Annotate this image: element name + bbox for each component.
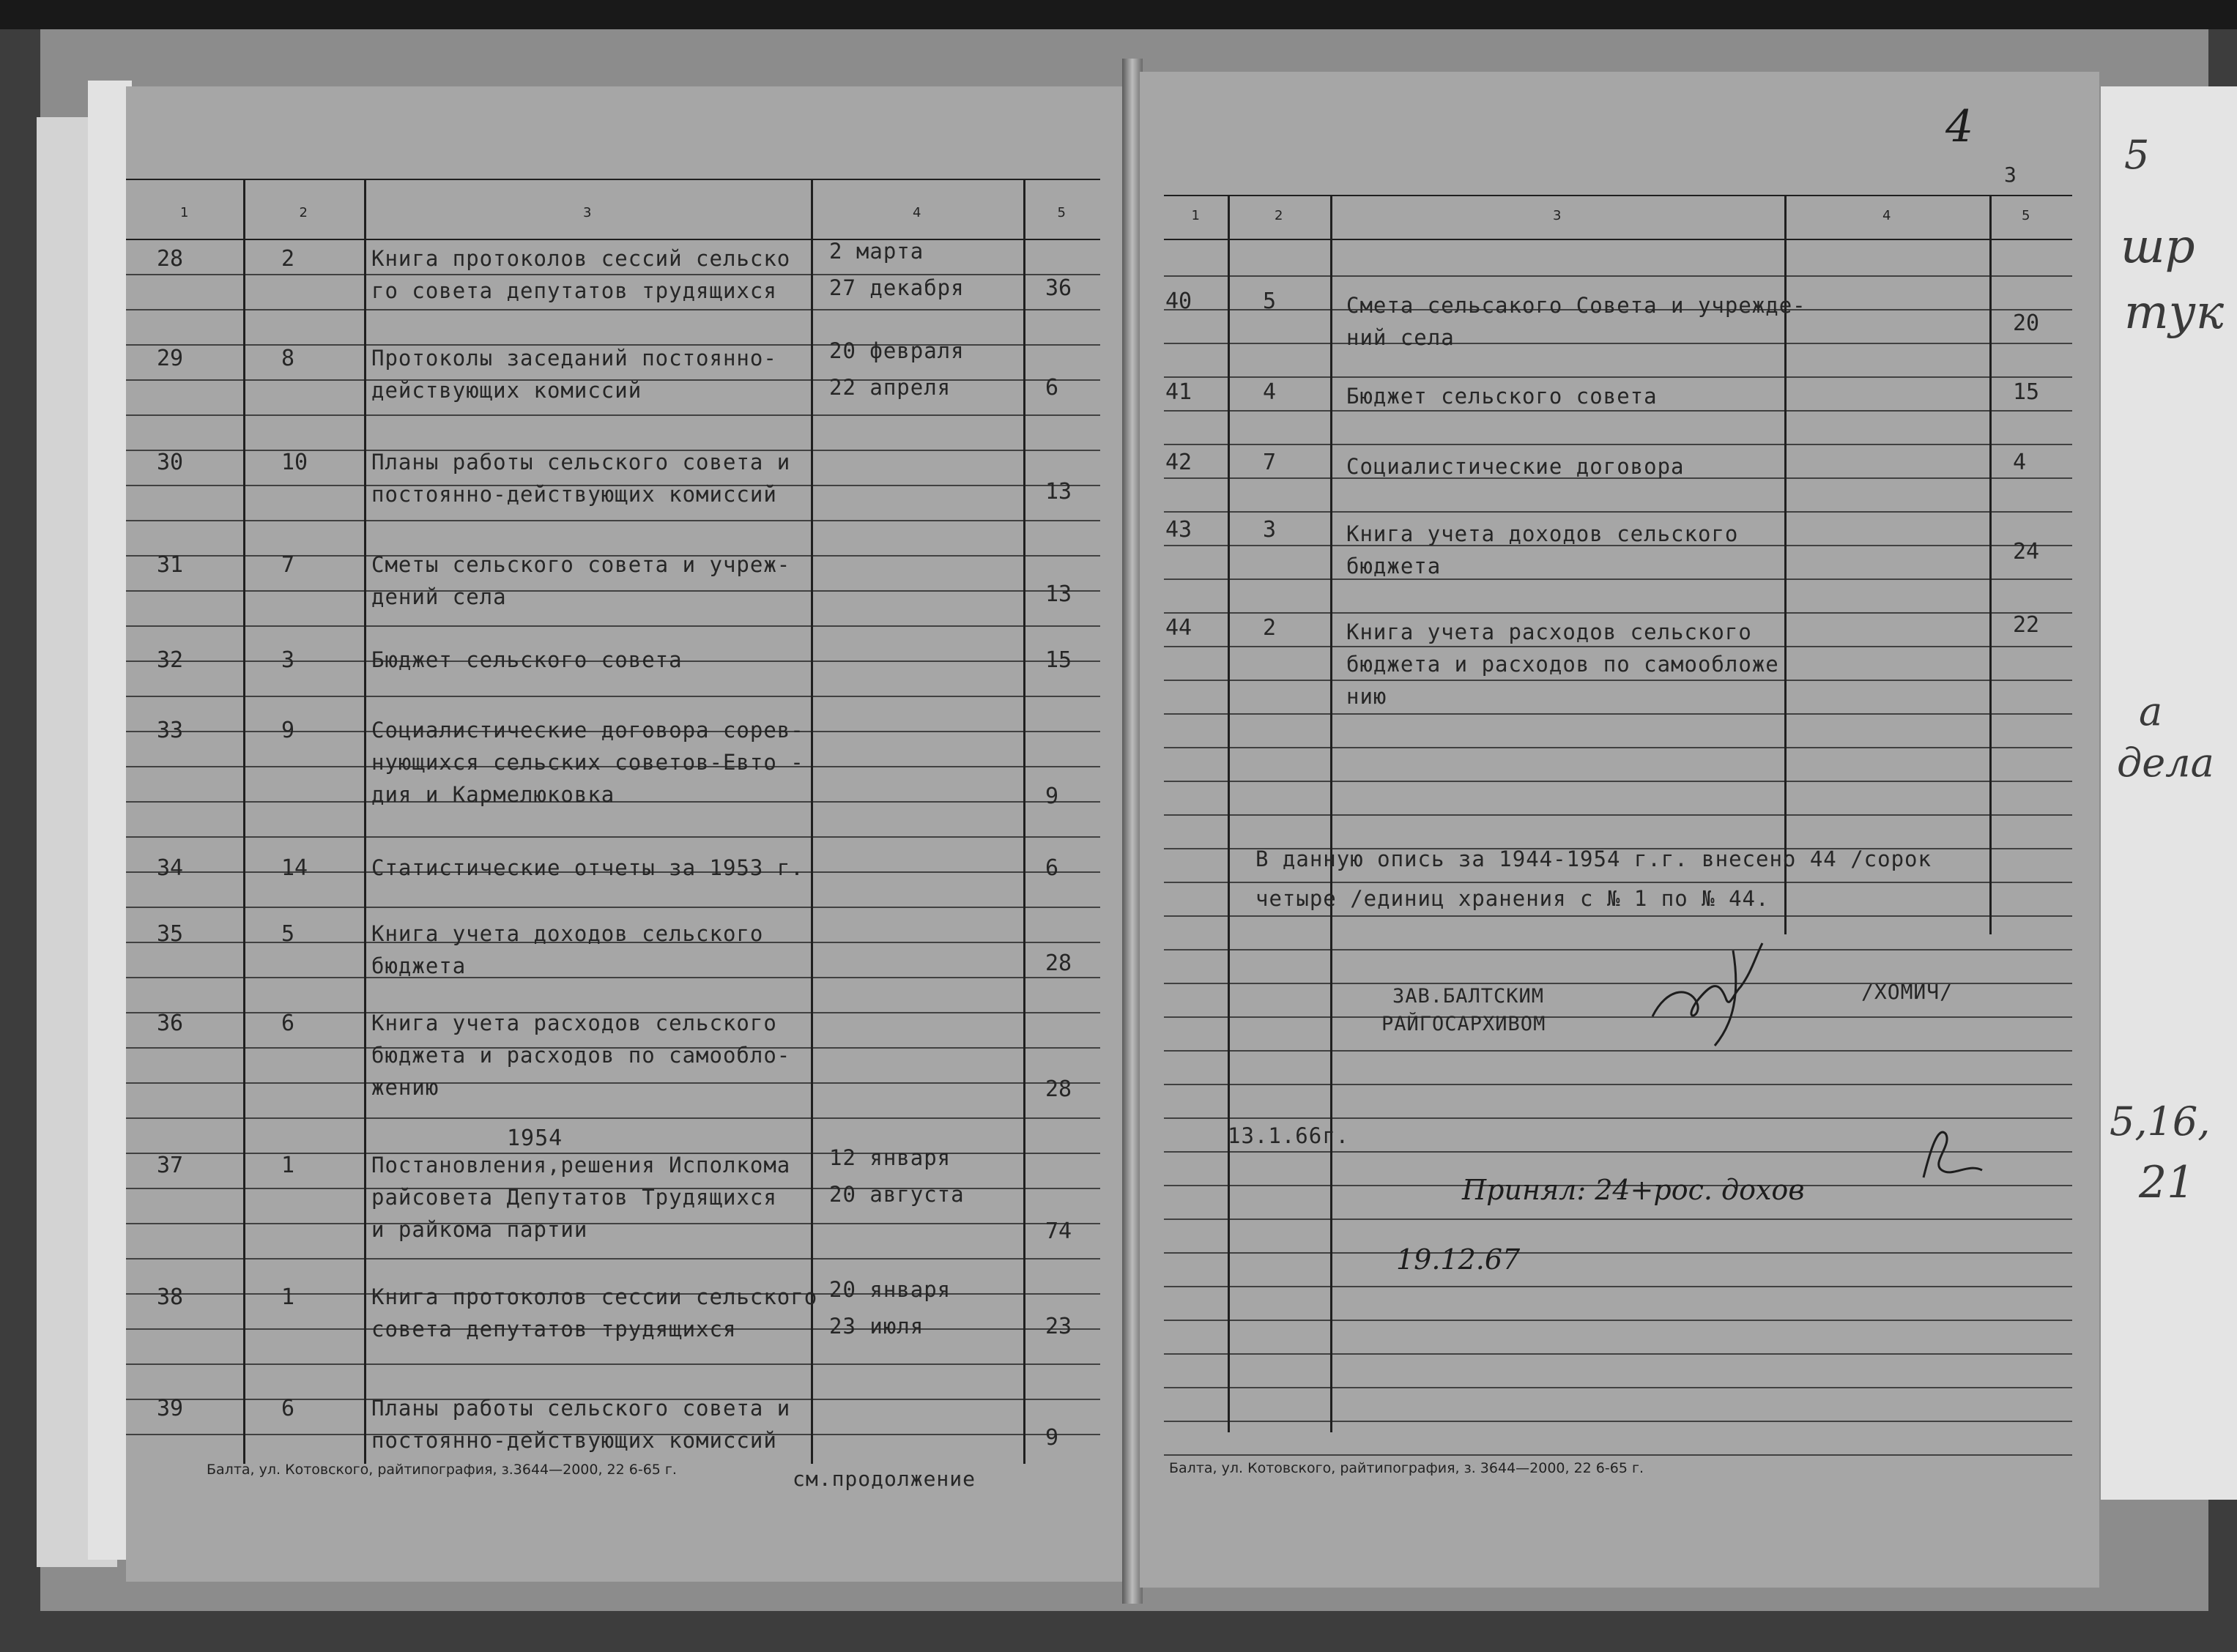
- left-item-number: 5: [281, 921, 295, 947]
- left-row-number: 28: [157, 246, 184, 272]
- left-row-rule: [126, 590, 1100, 592]
- left-row-rule: [126, 520, 1100, 521]
- right-sheet-count: 15: [2013, 379, 2040, 405]
- left-title-line: постоянно-действующих комиссий: [371, 482, 777, 507]
- right-row-rule: [1164, 680, 2072, 681]
- right-title-line: Социалистические договора: [1346, 454, 1685, 479]
- summary-line-2: четыре /единиц хранения с № 1 по № 44.: [1255, 886, 1770, 911]
- left-title-line: бюджета: [371, 953, 467, 978]
- left-title-line: Планы работы сельского совета и: [371, 1396, 791, 1421]
- right-page: [1140, 72, 2099, 1588]
- right-row-rule: [1164, 781, 2072, 782]
- left-title-line: нующихся сельских советов-Евто -: [371, 750, 804, 775]
- right-row-rule: [1164, 747, 2072, 748]
- left-title-line: жению: [371, 1075, 439, 1100]
- left-date-line: 20 февраля: [829, 338, 965, 363]
- left-row-number: 29: [157, 346, 184, 371]
- left-header-cell: 2: [299, 205, 308, 220]
- right-row-rule: [1164, 612, 2072, 614]
- right-item-number: 2: [1263, 615, 1277, 641]
- right-row-number: 41: [1165, 379, 1192, 405]
- right-row-rule: [1164, 444, 2072, 445]
- signer-title-1: ЗАВ.БАЛТСКИМ: [1392, 985, 1545, 1008]
- right-row-rule: [1164, 275, 2072, 277]
- left-title-line: го совета депутатов трудящихся: [371, 278, 777, 303]
- left-row-number: 34: [157, 855, 184, 881]
- right-title-line: Бюджет сельского совета: [1346, 384, 1658, 409]
- right-item-number: 4: [1263, 379, 1277, 405]
- right-row-rule: [1164, 1353, 2072, 1355]
- left-title-line: дений села: [371, 584, 507, 609]
- left-row-rule: [126, 907, 1100, 908]
- right-row-rule: [1164, 1454, 2072, 1456]
- right-row-rule: [1164, 1320, 2072, 1321]
- edge-mark-6: 5,16,: [2110, 1098, 2211, 1145]
- left-header-cell: 5: [1057, 205, 1066, 220]
- left-date-line: 12 января: [829, 1145, 951, 1170]
- left-row-rule: [126, 1223, 1100, 1224]
- right-item-number: 3: [1263, 517, 1277, 543]
- scan-top-band: [0, 0, 2237, 29]
- left-footer-print: Балта, ул. Котовского, райтипография, з.3644—2000, 22 6-65 г.: [207, 1462, 677, 1478]
- right-title-line: ний села: [1346, 325, 1455, 350]
- left-row-rule: [126, 1258, 1100, 1260]
- edge-mark-1: 5: [2124, 132, 2150, 178]
- left-header-cell: 4: [913, 205, 921, 220]
- edge-mark-4: а: [2139, 688, 2163, 734]
- left-item-number: 7: [281, 552, 295, 578]
- right-row-rule: [1164, 578, 2072, 580]
- left-row-number: 33: [157, 718, 184, 743]
- right-row-rule: [1164, 1084, 2072, 1085]
- left-sheet-count: 6: [1045, 375, 1059, 401]
- left-item-number: 6: [281, 1396, 295, 1421]
- left-item-number: 6: [281, 1011, 295, 1036]
- left-title-line: Протоколы заседаний постоянно-: [371, 346, 777, 371]
- right-sheet-count: 22: [2013, 612, 2040, 638]
- left-date-line: 22 апреля: [829, 375, 951, 400]
- left-item-number: 10: [281, 450, 308, 475]
- right-header-cell: 3: [1553, 208, 1562, 223]
- summary-line-1: В данную опись за 1944-1954 г.г. внесено 44 /сорок: [1255, 847, 1932, 871]
- left-sheet-count: 36: [1045, 275, 1072, 301]
- left-sheet-count: 15: [1045, 647, 1072, 673]
- right-row-number: 44: [1165, 615, 1192, 641]
- left-row-number: 36: [157, 1011, 184, 1036]
- year-label: 1954: [507, 1125, 563, 1151]
- left-row-rule: [126, 977, 1100, 978]
- left-item-number: 1: [281, 1284, 295, 1310]
- left-item-number: 2: [281, 246, 295, 272]
- right-col-rule: [1330, 195, 1332, 1432]
- left-page: [126, 86, 1129, 1582]
- right-title-line: Книга учета доходов сельского: [1346, 521, 1739, 546]
- signer-name: /ХОМИЧ/: [1861, 980, 1954, 1004]
- right-row-rule: [1164, 1016, 2072, 1018]
- left-sheet-count: 13: [1045, 479, 1072, 505]
- right-row-rule: [1164, 376, 2072, 378]
- left-item-number: 9: [281, 718, 295, 743]
- left-title-line: Бюджет сельского совета: [371, 647, 683, 672]
- left-date-line: 20 января: [829, 1277, 951, 1302]
- right-row-rule: [1164, 882, 2072, 883]
- left-title-line: Сметы сельского совета и учреж-: [371, 552, 791, 577]
- right-header-cell: 1: [1191, 208, 1200, 223]
- right-row-rule: [1164, 343, 2072, 344]
- left-sheet-count: 74: [1045, 1218, 1072, 1244]
- right-sheet-count: 24: [2013, 539, 2040, 565]
- under-leaf-inner: [88, 81, 132, 1560]
- left-date-line: 2 марта: [829, 239, 924, 264]
- left-title-line: Социалистические договора сорев-: [371, 718, 804, 743]
- left-title-line: совета депутатов трудящихся: [371, 1317, 737, 1342]
- right-row-rule: [1164, 949, 2072, 950]
- right-col-rule: [1989, 195, 1992, 934]
- left-sheet-count: 28: [1045, 1076, 1072, 1102]
- handwritten-date: 19.12.67: [1396, 1243, 1521, 1276]
- left-title-line: Книга учета расходов сельского: [371, 1011, 777, 1035]
- right-row-rule: [1164, 1050, 2072, 1052]
- right-row-rule: [1164, 814, 2072, 816]
- right-footer-print: Балта, ул. Котовского, райтипография, з. 3644—2000, 22 6-65 г.: [1169, 1460, 1644, 1476]
- signature-mark: [1645, 914, 1784, 1053]
- right-title-line: бюджета: [1346, 554, 1442, 578]
- left-sheet-count: 6: [1045, 855, 1059, 881]
- left-row-rule: [126, 1117, 1100, 1119]
- handwritten-sheet-number: 4: [1945, 101, 1974, 152]
- left-row-rule: [126, 1082, 1100, 1084]
- right-row-rule: [1164, 915, 2072, 917]
- left-sheet-count: 13: [1045, 581, 1072, 607]
- page-number: 3: [2004, 163, 2017, 187]
- left-item-number: 14: [281, 855, 308, 881]
- left-title-line: бюджета и расходов по самообло-: [371, 1043, 791, 1068]
- left-row-rule: [126, 1363, 1100, 1365]
- right-title-line: Книга учета расходов сельского: [1346, 620, 1752, 644]
- left-header-cell: 1: [180, 205, 189, 220]
- left-title-line: Постановления,решения Исполкома: [371, 1153, 791, 1177]
- edge-mark-7: 21: [2139, 1157, 2195, 1208]
- right-row-rule: [1164, 1218, 2072, 1220]
- left-item-number: 3: [281, 647, 295, 673]
- right-row-number: 42: [1165, 450, 1192, 475]
- left-title-line: Книга протоколов сессий сельско: [371, 246, 791, 271]
- right-row-number: 40: [1165, 289, 1192, 314]
- left-row-rule: [126, 836, 1100, 838]
- left-row-rule: [126, 239, 1100, 240]
- left-row-number: 38: [157, 1284, 184, 1310]
- right-header-rule: [1164, 239, 2072, 240]
- right-sheet-count: 20: [2013, 310, 2040, 336]
- left-date-line: 27 декабря: [829, 275, 965, 300]
- handwritten-acceptance-note: Принял: 24+рос. дохов: [1462, 1174, 1805, 1206]
- left-title-line: райсовета Депутатов Трудящихся: [371, 1185, 777, 1210]
- left-sheet-count: 23: [1045, 1314, 1072, 1339]
- left-title-line: и райкома партии: [371, 1217, 588, 1242]
- left-row-number: 32: [157, 647, 184, 673]
- continued-note: см.продолжение: [793, 1467, 976, 1491]
- right-top-rule: [1164, 195, 2072, 196]
- left-col-rule: [811, 179, 813, 1464]
- edge-mark-2: шр: [2121, 220, 2195, 274]
- left-row-number: 35: [157, 921, 184, 947]
- left-row-rule: [126, 309, 1100, 310]
- left-col-rule: [243, 179, 245, 1464]
- right-row-rule: [1164, 1286, 2072, 1287]
- left-item-number: 1: [281, 1153, 295, 1178]
- right-row-rule: [1164, 1252, 2072, 1254]
- left-title-line: постоянно-действующих комиссий: [371, 1428, 777, 1453]
- right-item-number: 7: [1263, 450, 1277, 475]
- right-row-rule: [1164, 646, 2072, 647]
- left-row-rule: [126, 625, 1100, 627]
- left-sheet-count: 9: [1045, 1425, 1059, 1451]
- initials-mark: [1909, 1119, 1989, 1185]
- right-row-number: 43: [1165, 517, 1192, 543]
- left-date-line: 20 августа: [829, 1182, 965, 1207]
- left-title-line: действующих комиссий: [371, 378, 642, 403]
- right-row-rule: [1164, 1421, 2072, 1422]
- left-sheet-count: 9: [1045, 784, 1059, 809]
- edge-mark-3: тук: [2124, 286, 2225, 340]
- left-row-rule: [126, 414, 1100, 416]
- right-col-rule: [1228, 195, 1230, 1432]
- signer-title-2: РАЙГОСАРХИВОМ: [1381, 1013, 1546, 1035]
- left-title-line: Статистические отчеты за 1953 г.: [371, 855, 804, 880]
- right-sheet-count: 4: [2013, 450, 2027, 475]
- right-title-line: нию: [1346, 684, 1387, 709]
- left-row-number: 31: [157, 552, 184, 578]
- left-item-number: 8: [281, 346, 295, 371]
- right-header-cell: 4: [1882, 208, 1891, 223]
- right-row-rule: [1164, 1387, 2072, 1388]
- right-header-cell: 5: [2022, 208, 2030, 223]
- left-top-rule: [126, 179, 1100, 180]
- left-row-number: 39: [157, 1396, 184, 1421]
- right-row-rule: [1164, 410, 2072, 412]
- left-title-line: Планы работы сельского совета и: [371, 450, 791, 475]
- left-date-line: 23 июля: [829, 1314, 924, 1339]
- left-col-rule: [1023, 179, 1025, 1464]
- right-title-line: бюджета и расходов по самообложе: [1346, 652, 1779, 677]
- right-row-rule: [1164, 511, 2072, 513]
- right-title-line: Смета сельсакого Совета и учрежде-: [1346, 293, 1806, 318]
- right-item-number: 5: [1263, 289, 1277, 314]
- left-title-line: дия и Кармелюковка: [371, 782, 615, 807]
- left-row-number: 37: [157, 1153, 184, 1178]
- left-row-rule: [126, 696, 1100, 697]
- left-title-line: Книга учета доходов сельского: [371, 921, 764, 946]
- left-title-line: Книга протоколов сессии сельского: [371, 1284, 818, 1309]
- typed-date: 13.1.66г.: [1228, 1123, 1350, 1148]
- left-col-rule: [364, 179, 366, 1464]
- edge-mark-5: дела: [2117, 740, 2214, 786]
- right-header-cell: 2: [1275, 208, 1283, 223]
- left-header-cell: 3: [583, 205, 592, 220]
- right-row-rule: [1164, 713, 2072, 715]
- left-row-number: 30: [157, 450, 184, 475]
- left-sheet-count: 28: [1045, 950, 1072, 976]
